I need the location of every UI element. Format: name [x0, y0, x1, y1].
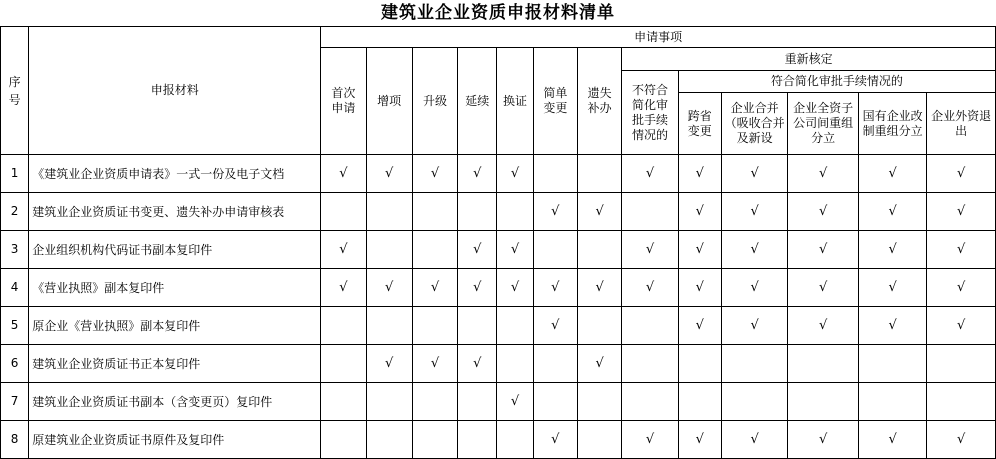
check-mark: √: [458, 345, 497, 383]
empty-cell: [458, 193, 497, 231]
check-mark: √: [458, 269, 497, 307]
empty-cell: [533, 345, 577, 383]
row-number: 8: [1, 421, 29, 459]
empty-cell: [622, 345, 678, 383]
empty-cell: [497, 193, 533, 231]
table-row: [1, 383, 996, 421]
empty-cell: [788, 345, 858, 383]
empty-cell: [321, 421, 366, 459]
empty-cell: [412, 383, 457, 421]
header-reverify: 重新核定: [622, 48, 996, 71]
empty-cell: [321, 193, 366, 231]
empty-cell: [577, 421, 621, 459]
empty-cell: [458, 383, 497, 421]
empty-cell: [497, 345, 533, 383]
check-mark: √: [678, 193, 721, 231]
check-mark: √: [927, 155, 996, 193]
empty-cell: [577, 155, 621, 193]
header-cross-province: 跨省变更: [678, 93, 721, 155]
empty-cell: [497, 421, 533, 459]
check-mark: √: [788, 307, 858, 345]
empty-cell: [412, 193, 457, 231]
header-simplified: 符合简化审批手续情况的: [678, 71, 995, 93]
empty-cell: [927, 345, 996, 383]
empty-cell: [321, 345, 366, 383]
check-mark: √: [412, 345, 457, 383]
material-name: 企业组织机构代码证书副本复印件: [29, 231, 321, 269]
empty-cell: [622, 383, 678, 421]
empty-cell: [788, 383, 858, 421]
header-add-item: 增项: [366, 48, 412, 155]
table-body: [1, 155, 996, 459]
empty-cell: [577, 383, 621, 421]
empty-cell: [678, 345, 721, 383]
table-row: [1, 231, 996, 269]
check-mark: √: [927, 269, 996, 307]
empty-cell: [533, 383, 577, 421]
empty-cell: [622, 193, 678, 231]
check-mark: √: [788, 231, 858, 269]
empty-cell: [721, 345, 787, 383]
check-mark: √: [458, 155, 497, 193]
check-mark: √: [533, 193, 577, 231]
header-wholly-owned: 企业全资子公司间重组分立: [788, 93, 858, 155]
check-mark: √: [497, 383, 533, 421]
material-name: 建筑业企业资质证书副本（含变更页）复印件: [29, 383, 321, 421]
empty-cell: [366, 231, 412, 269]
check-mark: √: [721, 421, 787, 459]
check-mark: √: [678, 155, 721, 193]
check-mark: √: [678, 231, 721, 269]
empty-cell: [412, 231, 457, 269]
check-mark: √: [366, 269, 412, 307]
table-row: [1, 193, 996, 231]
materials-table: [0, 26, 996, 459]
table-row: [1, 269, 996, 307]
check-mark: √: [858, 231, 926, 269]
row-number: 4: [1, 269, 29, 307]
empty-cell: [366, 307, 412, 345]
check-mark: √: [497, 231, 533, 269]
check-mark: √: [858, 307, 926, 345]
check-mark: √: [927, 193, 996, 231]
check-mark: √: [497, 269, 533, 307]
empty-cell: [622, 307, 678, 345]
check-mark: √: [721, 193, 787, 231]
empty-cell: [321, 307, 366, 345]
check-mark: √: [412, 155, 457, 193]
empty-cell: [458, 307, 497, 345]
empty-cell: [366, 383, 412, 421]
check-mark: √: [321, 231, 366, 269]
header-foreign-exit: 企业外资退出: [927, 93, 996, 155]
check-mark: √: [622, 155, 678, 193]
check-mark: √: [927, 421, 996, 459]
empty-cell: [366, 193, 412, 231]
empty-cell: [366, 421, 412, 459]
check-mark: √: [458, 231, 497, 269]
empty-cell: [412, 307, 457, 345]
check-mark: √: [721, 307, 787, 345]
row-number: 6: [1, 345, 29, 383]
sheet-title: 建筑业企业资质申报材料清单: [381, 3, 615, 23]
empty-cell: [721, 383, 787, 421]
header-renew: 延续: [458, 48, 497, 155]
check-mark: √: [412, 269, 457, 307]
material-name: 原建筑业企业资质证书原件及复印件: [29, 421, 321, 459]
header-state-owned: 国有企业改制重组分立: [858, 93, 926, 155]
check-mark: √: [622, 421, 678, 459]
material-name: 建筑业企业资质证书正本复印件: [29, 345, 321, 383]
empty-cell: [927, 383, 996, 421]
empty-cell: [577, 231, 621, 269]
header-loss-reissue: 遗失补办: [577, 48, 621, 155]
check-mark: √: [533, 307, 577, 345]
check-mark: √: [366, 155, 412, 193]
header-merger: 企业合并（吸收合并及新设: [721, 93, 787, 155]
check-mark: √: [927, 231, 996, 269]
material-name: 原企业《营业执照》副本复印件: [29, 307, 321, 345]
header-not-simplified: 不符合简化审批手续情况的: [622, 71, 678, 155]
row-number: 2: [1, 193, 29, 231]
table-row: [1, 345, 996, 383]
empty-cell: [533, 155, 577, 193]
check-mark: √: [858, 269, 926, 307]
check-mark: √: [678, 307, 721, 345]
check-mark: √: [622, 269, 678, 307]
check-mark: √: [721, 155, 787, 193]
check-mark: √: [577, 193, 621, 231]
empty-cell: [321, 383, 366, 421]
check-mark: √: [366, 345, 412, 383]
header-apply-items: 申请事项: [321, 27, 996, 48]
check-mark: √: [577, 345, 621, 383]
check-mark: √: [788, 421, 858, 459]
check-mark: √: [858, 193, 926, 231]
check-mark: √: [533, 421, 577, 459]
check-mark: √: [858, 155, 926, 193]
empty-cell: [678, 383, 721, 421]
check-mark: √: [577, 269, 621, 307]
header-seq: 序号: [1, 27, 29, 155]
check-mark: √: [622, 231, 678, 269]
empty-cell: [858, 345, 926, 383]
row-number: 3: [1, 231, 29, 269]
check-mark: √: [788, 269, 858, 307]
material-name: 《营业执照》副本复印件: [29, 269, 321, 307]
table-row: [1, 307, 996, 345]
header-upgrade: 升级: [412, 48, 457, 155]
empty-cell: [858, 383, 926, 421]
check-mark: √: [533, 269, 577, 307]
check-mark: √: [788, 193, 858, 231]
check-mark: √: [788, 155, 858, 193]
empty-cell: [412, 421, 457, 459]
check-mark: √: [678, 421, 721, 459]
empty-cell: [577, 307, 621, 345]
header-exchange: 换证: [497, 48, 533, 155]
header-material: 申报材料: [29, 27, 321, 155]
header-simple-change: 简单变更: [533, 48, 577, 155]
check-mark: √: [721, 231, 787, 269]
material-name: 《建筑业企业资质申请表》一式一份及电子文档: [29, 155, 321, 193]
empty-cell: [533, 231, 577, 269]
table-row: [1, 421, 996, 459]
table-row: [1, 155, 996, 193]
material-name: 建筑业企业资质证书变更、遗失补办申请审核表: [29, 193, 321, 231]
check-mark: √: [321, 155, 366, 193]
check-mark: √: [678, 269, 721, 307]
check-mark: √: [497, 155, 533, 193]
row-number: 5: [1, 307, 29, 345]
check-mark: √: [721, 269, 787, 307]
row-number: 1: [1, 155, 29, 193]
check-mark: √: [927, 307, 996, 345]
check-mark: √: [321, 269, 366, 307]
empty-cell: [497, 307, 533, 345]
check-mark: √: [858, 421, 926, 459]
row-number: 7: [1, 383, 29, 421]
header-first-apply: 首次申请: [321, 48, 366, 155]
empty-cell: [458, 421, 497, 459]
